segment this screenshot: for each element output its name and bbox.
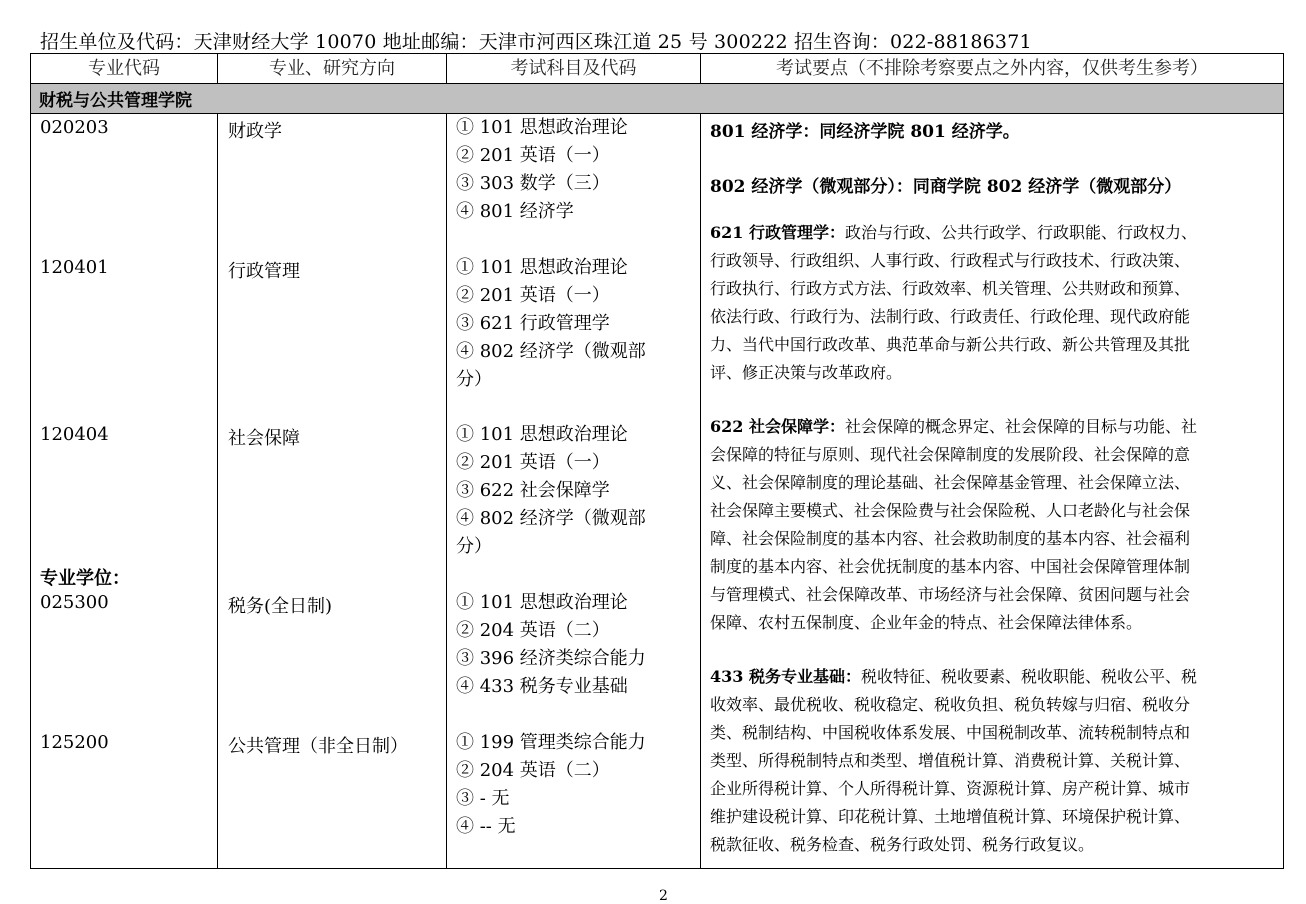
majors-column xyxy=(218,114,447,869)
req-line: 类型、所得税制特点和类型、增值税计算、消费税计算、关税计算、 xyxy=(710,751,1191,770)
req-line: 维护建设税计算、印花税计算、土地增值税计算、环境保护税计算、 xyxy=(710,807,1191,826)
req-line: 力、当代中国行政改革、典范革命与新公共行政、新公共管理及其批 xyxy=(710,335,1191,354)
section-title: 财税与公共管理学院 xyxy=(31,84,1284,114)
major-name: 税务(全日制) xyxy=(228,596,333,617)
req-433 xyxy=(710,663,1275,691)
subjects-column xyxy=(447,114,701,869)
major-name: 社会保障 xyxy=(228,428,300,449)
req-line: 行政执行、行政方式方法、行政效率、机关管理、公共财政和预算、 xyxy=(710,279,1191,298)
major-code: 025300 xyxy=(40,592,109,613)
req-622-lead: 622 社会保障学： xyxy=(710,417,845,436)
req-line: 企业所得税计算、个人所得税计算、资源税计算、房产税计算、城市 xyxy=(710,779,1191,798)
requirements-column xyxy=(701,114,1284,869)
major-name: 财政学 xyxy=(228,121,282,142)
req-line: 会保障的特征与原则、现代社会保障制度的发展阶段、社会保障的意 xyxy=(710,445,1191,464)
column-header-subjects: 考试科目及代码 xyxy=(447,54,701,84)
column-header-code: 专业代码 xyxy=(31,54,218,84)
column-header-requirements: 考试要点（不排除考察要点之外内容，仅供考生参考） xyxy=(701,54,1284,84)
subject-item: ② 201 英语（一） xyxy=(456,452,610,473)
subject-item: ① 101 思想政治理论 xyxy=(456,592,628,613)
admission-unit-header: 招生单位及代码：天津财经大学 10070 地址邮编：天津市河西区珠江道 25 号 300222 招生咨询：022-88186371 xyxy=(40,31,1032,53)
subject-item: ② 204 英语（二） xyxy=(456,760,610,781)
table-header-row xyxy=(31,54,1284,84)
page-number: 2 xyxy=(659,888,668,904)
req-line: 评、修正决策与改革政府。 xyxy=(710,363,903,382)
req-621-lead: 621 行政管理学： xyxy=(710,223,845,242)
req-621 xyxy=(710,219,1275,247)
subject-item: ② 204 英语（二） xyxy=(456,620,610,641)
subject-item: ③ 396 经济类综合能力 xyxy=(456,648,646,669)
req-802: 802 经济学（微观部分）：同商学院 802 经济学（微观部分） xyxy=(710,177,1182,197)
subject-item: 分） xyxy=(456,536,492,557)
subject-list xyxy=(456,729,646,841)
major-code: 125200 xyxy=(40,732,109,753)
req-line: 税收特征、税收要素、税收职能、税收公平、税 xyxy=(860,667,1197,686)
req-433-lead: 433 税务专业基础： xyxy=(710,667,861,686)
req-line: 行政领导、行政组织、人事行政、行政程式与行政技术、行政决策、 xyxy=(710,251,1191,270)
section-row xyxy=(31,84,1284,114)
subject-item: ② 201 英语（一） xyxy=(456,145,610,166)
subject-item: ③ 622 社会保障学 xyxy=(456,480,610,501)
subject-item: ④ 433 税务专业基础 xyxy=(456,676,628,697)
subject-item: ① 199 管理类综合能力 xyxy=(456,732,646,753)
column-header-major: 专业、研究方向 xyxy=(218,54,447,84)
req-line: 保障、农村五保制度、企业年金的特点、社会保障法律体系。 xyxy=(710,613,1143,632)
subject-item: ② 201 英语（一） xyxy=(456,285,610,306)
codes-column xyxy=(31,114,218,869)
major-code: 120401 xyxy=(40,257,109,278)
req-line: 收效率、最优税收、税收稳定、税收负担、税负转嫁与归宿、税收分 xyxy=(710,695,1191,714)
subject-item: ③ - 无 xyxy=(456,788,510,809)
subject-item: ④ 802 经济学（微观部 xyxy=(456,508,646,529)
req-line: 类、税制结构、中国税收体系发展、中国税制改革、流转税制特点和 xyxy=(710,723,1191,742)
subject-item: ① 101 思想政治理论 xyxy=(456,424,628,445)
major-code: 120404 xyxy=(40,424,109,445)
subject-item: 分） xyxy=(456,369,492,390)
req-line: 障、社会保险制度的基本内容、社会救助制度的基本内容、社会福利 xyxy=(710,529,1191,548)
req-line: 与管理模式、社会保障改革、市场经济与社会保障、贫困问题与社会 xyxy=(710,585,1191,604)
subject-list xyxy=(456,114,628,226)
table-row xyxy=(31,114,1284,869)
subject-list xyxy=(456,589,646,701)
subject-list xyxy=(456,421,646,561)
req-line: 税款征收、税务检查、税务行政处罚、税务行政复议。 xyxy=(710,835,1095,854)
req-801: 801 经济学：同经济学院 801 经济学。 xyxy=(710,122,1020,142)
requirements-text xyxy=(701,114,1283,859)
major-code: 020203 xyxy=(40,117,109,138)
req-line: 社会保障主要模式、社会保险费与社会保险税、人口老龄化与社会保 xyxy=(710,501,1191,520)
subject-item: ① 101 思想政治理论 xyxy=(456,117,628,138)
subject-item: ④ 802 经济学（微观部 xyxy=(456,341,646,362)
subject-item: ③ 621 行政管理学 xyxy=(456,313,610,334)
professional-degree-label: 专业学位： xyxy=(40,568,130,589)
subject-item: ③ 303 数学（三） xyxy=(456,173,610,194)
subject-item: ① 101 思想政治理论 xyxy=(456,257,628,278)
major-name: 行政管理 xyxy=(228,261,300,282)
req-line: 制度的基本内容、社会优抚制度的基本内容、中国社会保障管理体制 xyxy=(710,557,1191,576)
subject-item: ④ 801 经济学 xyxy=(456,201,574,222)
req-line: 依法行政、行政行为、法制行政、行政责任、行政伦理、现代政府能 xyxy=(710,307,1191,326)
admission-table xyxy=(30,53,1284,869)
req-line: 政治与行政、公共行政学、行政职能、行政权力、 xyxy=(844,223,1197,242)
major-name: 公共管理（非全日制） xyxy=(228,736,408,757)
subject-list xyxy=(456,254,646,394)
req-line: 社会保障的概念界定、社会保障的目标与功能、社 xyxy=(844,417,1197,436)
subject-item: ④ -- 无 xyxy=(456,816,516,837)
req-622 xyxy=(710,413,1275,441)
req-line: 义、社会保障制度的理论基础、社会保障基金管理、社会保障立法、 xyxy=(710,473,1191,492)
